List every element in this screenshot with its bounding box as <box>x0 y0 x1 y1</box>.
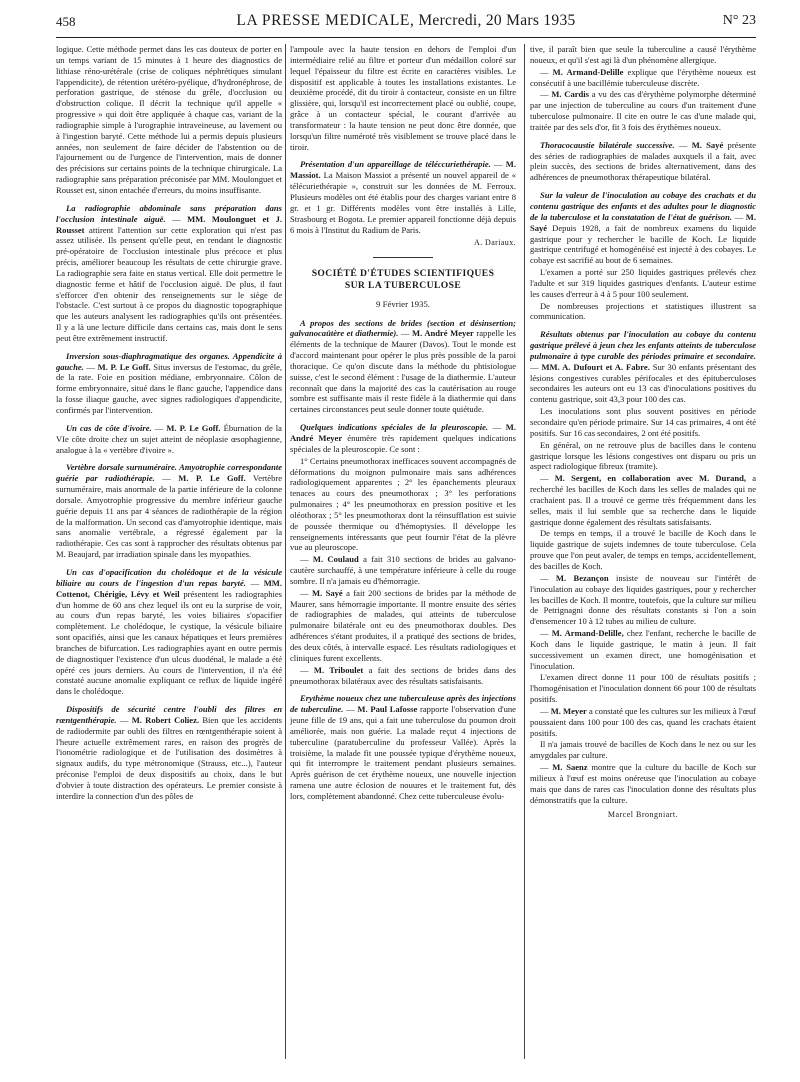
communication-authors: M. Sayé <box>311 587 343 598</box>
communication-block: — M. Meyer a constaté que les cultures sur les milieux à l'œuf poussaient dans 100 pour 100 des cas, quand les crachats étaient positifs. <box>530 705 756 738</box>
paragraph: De temps en temps, il a trouvé le bacille de Koch dans le liquide gastrique de sujets indemnes de toute tuberculose. Cela prouve que l'on peut avaler, de temps en temps, accidentellement, des bacilles de Koch. <box>530 528 756 571</box>
page-header <box>56 12 756 34</box>
communication-text: Bien que les accidents de radiodermite par oubli des filtres en rœntgenthérapie soient à l'heure actuelle extrêmement rares, en raison des progrès de l'ionométrie radiologique et de l'utilisation des dosimètres à signaux audifs, du type métronomique (Strauss, etc...), l'auteur préconise l'emploi de deux dispositifs au choix, dans le but d'obvier à toute distraction des opérateurs. Le premier consiste à interdire la connection d'un des pôles de <box>56 714 282 801</box>
communication-block: Dispositifs de sécurité centre l'oubli des filtres en rœntgenthérapie. — M. Robert Coliez. Bien que les accidents de radiodermite par oubli des filtres en rœntgenthérapie soient à l'heure actuelle extrêmement rares, en raison des progrès de l'ionométrie radiologique et de l'utilisation des dosimètres à signaux audifs, du type métronomique (Strauss, etc...), l'auteur préconise l'emploi de deux dispositifs au choix, dans le but d'obvier à toute distraction des opérateurs. Le premier consiste à interdire la connection d'un des pôles de <box>56 704 282 801</box>
communication-text: énumère très rapidement quelques indications spéciales de la pleuroscopie. Ce sont : <box>290 432 516 454</box>
communication-text: a vu des cas d'érythème polymorphe déterminé par une injection de tuberculine au cours d'un traitement d'une tuberculose pulmonaire. Il cite en outre le cas d'une malade qui, traitée par des sels d'or, fit 3 fois des érythèmes noueux. <box>530 89 756 132</box>
communication-text: a fait 200 sections de brides par la méthode de Maurer, sans hémorragie importante. Il montre ensuite des séries de radiographies de malades, qui atteints de tuberculose pulmonaire bilatérale ont eu des pneumothorax doubles. Des adhérences s'étant produites, il a pratiqué des sections de brides, des deux côtés, à intervalle espacé. Les résultats radiologiques et cliniques furent excellents. <box>290 587 516 663</box>
paragraph: L'examen direct donne 11 pour 100 de résultats positifs ; l'homogénisation et l'inoculation donnent 66 pour 100 de résultats positifs. <box>530 672 756 705</box>
session-date: 9 Février 1935. <box>376 299 430 310</box>
communication-text: présente des séries de radiographies de malades auxquels il a fait, avec plein succès, des sections de brides alternativement, dans des adhérences de pneumothorax thérapeutique bilatéral. <box>530 139 756 183</box>
report-signature: A. Dariaux. <box>474 238 516 248</box>
communication-text: montre que la culture du bacille de Koch sur milieux à l'œuf est moins onéreuse que l'inoculation au cobaye mais que dans de rares cas l'inoculation donne des résultats plus démonstratifs que la culture. <box>530 762 756 805</box>
communication-block: Inversion sous-diaphragmatique des organes. Appendicite à gauche. — M. P. Le Goff. Situs inversus de l'estomac, du grêle, de la rate. Foie en position médiane, embryonnaire. Côlon de forme embryonnaire, situé dans le flanc gauche, l'appendice dans la fosse iliaque gauche, avec signes radiologiques d'appendicite, confirmés par l'intervention. <box>56 350 282 415</box>
communication-block: — M. Armand-Delille explique que l'érythème noueux est consécutif à une bacillémie tuberculeuse discrète. <box>530 66 756 88</box>
communication-block: — M. Bezançon insiste de nouveau sur l'intérêt de l'inoculation au cobaye des liquides gastriques, pour y rechercher les bacilles de Koch. Il montre, toutefois, que la culture sur milieu de Petrignagni donne des résultats constants si l'on a soin d'ensemencer 10 à 12 tubes au milieu de culture. <box>530 572 756 627</box>
communication-title: Vertèbre dorsale surnuméraire. Amyotrophie correspondante guérie par radiothérapie. <box>56 462 282 484</box>
paragraph: En général, on ne retrouve plus de bacilles dans le contenu gastrique lorsque les lésions congestives ont disparu ou pris un aspect radiologique fibreux (tramite). <box>530 439 756 472</box>
column-3 <box>530 44 756 1066</box>
communication-title: Dispositifs de sécurité centre l'oubli des filtres en rœntgenthérapie. <box>56 704 282 725</box>
paragraph: De nombreuses projections et statistiques illustrent sa communication. <box>530 300 756 322</box>
header-rule <box>56 37 756 38</box>
communication-authors: M. Massiot. <box>290 159 516 181</box>
communication-title: Un cas de côte d'ivoire. <box>66 422 152 433</box>
communication-title: Présentation d'un appareillage de téléccuriethérapie. <box>300 159 491 170</box>
communication-authors: M. Bezançon <box>555 572 609 583</box>
communication-text: a constaté que les cultures sur les milieux à l'œuf poussaient dans 100 pour 100 des cas, quand les crachats étaient positifs. <box>530 705 756 738</box>
communication-block: — M. Sayé a fait 200 sections de brides par la méthode de Maurer, sans hémorragie importante. Il montre ensuite des séries de radiographies de malades, qui atteints de tuberculose pulmonaire bilatérale ont eu des pneumothorax doubles. Des adhérences s'étant produites, il a pratiqué des sections de brides, des deux côtés, à intervalle espacé. Les résultats radiologiques et cliniques furent excellents. <box>290 587 516 663</box>
communication-authors: M. Sayé <box>530 211 756 233</box>
communication-title: Un cas d'opacification du cholédoque et de la vésicule biliaire au cours de l'ingestion d'un repas baryté. <box>56 566 282 588</box>
communication-block: Vertèbre dorsale surnuméraire. Amyotrophie correspondante guérie par radiothérapie. — M. P. Le Goff. Vertèbre surnuméraire, mais anormale de la partie inférieure de la colonne dorsale. Amyotrophie progressive du membre inférieur gauche guérie depuis 11 ans par 4 séances de radiothérapie de la région de la malformation. Un second cas d'amyotrophie identique, mais sans anomalie vertébrale, a régressé également par la radiothérapie. Ces cas sont à rapprocher des résultats obtenus par M. Beaujard, par irradiation spinale dans les myopathies. <box>56 462 282 560</box>
communication-block: Thoracocaustie bilatérale successive. — M. Sayé présente des séries de radiographies de malades auxquels il a fait, avec plein succès, des sections de brides alternativement, dans des adhérences de pneumothorax thérapeutique bilatéral. <box>530 139 756 183</box>
communication-text: présentent les radiographies d'un homme de 60 ans chez lequel ils ont eu la surprise de voir, au cours d'un repas baryté, les voies biliaires s'opacifier complètement. Le cholédoque, le cystique, la vésicule biliaire sont opacifiés, ainsi que les canaux hépatiques et leurs premières branches de bifurcation. Les radiographies ayant en outre permis de diagnostiquer l'existence d'un ulcus duodénal, le malade a été opéré ces jours derniers. Au cours de l'intervention, il n'a été constaté aucune anomalie expliquant ce reflux de liquide ingéré dans le cholédoque. <box>56 588 282 697</box>
communication-authors: M. Triboulet <box>313 664 364 675</box>
paragraph: L'examen a porté sur 250 liquides gastriques prélevés chez l'adulte et sur 319 liquides gastriques d'enfants. L'auteur estime les causes d'erreur à 4 à 5 pour 100 seulement. <box>530 267 756 299</box>
page-number: 458 <box>56 14 76 29</box>
communication-block: — M. Coulaud a fait 310 sections de brides au galvano-cautère surchauffé, à une température inférieure à celle du rouge sombre. Il n'a jamais eu d'hémorragie. <box>290 554 516 586</box>
communication-title: A propos des sections de brides (section et désinsertion; galvanocaütère et diathermie). <box>290 317 516 339</box>
communication-text: attirent l'attention sur cette exploration qui n'est pas assez utilisée. Ils pensent qu'elle peut, en rendant le diagnostic pré-opératoire de l'occlusion intestinale plus précoce et plus précis, améliorer beaucoup les résultats de cette chirurgie grave. La radiographie sera faite en status vertical. Elle doit permettre le diagnostic ferme et hâtif de l'occlusion aiguë. De plus, il faut s'efforcer d'en obtenir des renseignements sur le siège de l'obstacle. C'est surtout à ce propos du diagnostic topographique que les auteurs analysent les radiographies qu'ils ont présentées. Il y a là une lecture difficile dans certains cas, mais dont le sens peut être extrêmement instructif. <box>56 224 282 343</box>
communication-authors: M. Coulaud <box>312 554 359 565</box>
communication-title: Erythème noueux chez une tuberculeuse après des injections de tuberculine. <box>290 693 516 715</box>
communication-authors: M. Sergent, en collaboration avec M. Durand, <box>554 473 747 484</box>
society-heading-line-2: SUR LA TUBERCULOSE <box>344 280 462 292</box>
communication-authors: M. André Meyer <box>290 422 516 443</box>
communication-authors: M. Sayé <box>691 139 724 150</box>
communication-authors: M. Cardis <box>551 89 589 100</box>
paragraph: l'ampoule avec la haute tension en dehors de l'emploi d'un intermédiaire relié au filtre et porteur d'un médaillon coloré sur lequel l'épaisseur du filtre est écrite en caractères visibles. Le dispositif est applicable à toutes les installations existantes. Le deuxième procédé, dit du tiroir à contacteur, consiste en un filtre glissière, qui, lorsqu'il est incorrectement placé ou oublié, coupe, grâce à un contacteur spécial, le courant d'arrivée au transformateur : la haute tension ne peut donc être donnée, que lorsqu'un filtre numéroté très visiblement se trouve placé dans le tiroir. <box>290 44 516 152</box>
communication-text: Depuis 1928, a fait de nombreux examens du liquide gastrique pour y rechercher le bacille de Koch. Le liquide gastrique centrifugé et homogénéisé est injecté à des cobayes. Le cobaye est sacrifié au bout de 6 semaines. <box>530 222 756 266</box>
issue-number: N° 23 <box>722 13 756 28</box>
communication-block: — M. Triboulet a fait des sections de brides dans des pneumothorax bilatéraux avec des résultats satisfaisants. <box>290 664 516 686</box>
communication-block: Erythème noueux chez une tuberculeuse après des injections de tuberculine. — M. Paul Lafosse rapporte l'observation d'une jeune fille de 19 ans, qui a fait une tuberculose du poumon droit améliorée, mais non guérie. La malade reçut 4 injections de tuberculine (paratuberculine du professeur Vallée). Après la troisième, la malade fit une poussée typique d'érythème noueux, qui fit interrompre le traitement pendant plusieurs semaines. Après guérison de cet érythème noueux, une nouvelle injection ramena une autre éclosion de nouures et le traitement fut, dès lors, complètement abandonné. Chez cette tuberculeuse évolu- <box>290 693 516 801</box>
communication-title: Sur la valeur de l'inoculation au cobaye des crachats et du contenu gastrique des enfants et des adultes pour le diagnostic de la tuberculose et la constatation de l'état de guérison. <box>530 190 756 222</box>
communication-authors: M. Paul Lafosse <box>357 704 418 715</box>
communication-authors: M. Armand-Delille <box>552 66 624 77</box>
column-separator-1 <box>285 44 286 1059</box>
communication-title: Inversion sous-diaphragmatique des organes. Appendicite à gauche. <box>56 350 282 372</box>
communication-block: Quelques indications spéciales de la pleuroscopie. — M. André Meyer énumère très rapidement quelques indications spéciales de la pleuroscopie. Ce sont : <box>290 422 516 454</box>
communication-title: La radiographie abdominale sans préparation dans l'occlusion intestinale aiguë. <box>56 202 282 224</box>
journal-title-line: LA PRESSE MEDICALE, Mercredi, 20 Mars 1935 <box>236 12 576 29</box>
communication-block: — M. Sergent, en collaboration avec M. Durand, a recherché les bacilles de Koch dans les selles de malades qui ne crachaient pas. Il a trouvé ce germe très fréquemment dans les selles, mais il lui semble que sa recherche dans le liquide gastrique donne également des résultats satisfaisants. <box>530 473 756 527</box>
section-divider <box>373 257 433 258</box>
communication-block: — M. Armand-Delille, chez l'enfant, recherche le bacille de Koch dans le liquide gastrique, le matin à jeun. Il fait successivement un examen direct, une homogénisation et l'inoculation. <box>530 628 756 671</box>
communication-authors: MM. Moulonguet et J. Rousset <box>56 213 282 235</box>
communication-text: La Maison Massiot a présenté un nouvel appareil de « télécuriethérapie », construit sur les données de M. Ferroux. Plusieurs modèles ont été établis pour des charges variant entre 8 gr. et 1 gr. Différents modèles vont être installés à Lille, Strasbourg et Bogota. Le premier appareil fonctionne déjà depuis 6 mois à l'Institut du Radium de Paris. <box>290 170 516 235</box>
communication-authors: MM. A. Dufourt et A. Fabre. <box>541 361 650 372</box>
communication-block: — M. Saenz montre que la culture du bacille de Koch sur milieux à l'œuf est moins onéreuse que l'inoculation au cobaye mais que dans de rares cas l'inoculation donne des résultats plus démonstratifs que la culture. <box>530 762 756 805</box>
communication-text: Sur 30 enfants présentant des lésions congestives curables périfocales et des épituberculoses secondaires les auteurs ont eu 13 cas d'inoculations positives du contenu gastrique, soit 43,3 pour 100 des cas. <box>530 361 756 405</box>
communication-title: Quelques indications spéciales de la pleuroscopie. <box>300 422 489 433</box>
communication-text: explique que l'érythème noueux est consécutif à une bacillémie tuberculeuse discrète. <box>530 66 756 88</box>
communication-text: insiste de nouveau sur l'intérêt de l'inoculation au cobaye des liquides gastriques, pour y rechercher les bacilles de Koch. Il montre, toutefois, que la culture sur milieu de Petrignagni donne des résultats constants si l'on a soin d'ensemencer 10 à 12 tubes au milieu de culture. <box>530 572 756 627</box>
issue-date: Mercredi, 20 Mars 1935 <box>418 12 576 29</box>
communication-text: a recherché les bacilles de Koch dans les selles de malades qui ne crachaient pas. Il a trouvé ce germe très fréquemment dans les selles, mais il lui semble que sa recherche dans le liquide gastrique donne également des résultats satisfaisants. <box>530 473 756 527</box>
communication-text: rapporte l'observation d'une jeune fille de 19 ans, qui a fait une tuberculose du poumon droit améliorée, mais non guérie. La malade reçut 4 injections de tuberculine (paratuberculine du professeur Vallée). Après la troisième, la malade fit une poussée typique d'érythème noueux, qui fit interrompre le traitement pendant plusieurs semaines. Après guérison de cet érythème noueux, une nouvelle injection ramena une autre éclosion de nouures et le traitement fut, dès lors, complètement abandonné. Chez cette tuberculeuse évolu- <box>290 704 516 801</box>
communication-authors: MM. Cottenot, Chérigie, Lévy et Weil <box>56 577 282 599</box>
communication-authors: M. P. Le Goff. <box>166 422 221 433</box>
communication-block: Un cas d'opacification du cholédoque et de la vésicule biliaire au cours de l'ingestion d'un repas baryté. — MM. Cottenot, Chérigie, Lévy et Weil présentent les radiographies d'un homme de 60 ans chez lequel ils ont eu la surprise de voir, au cours d'un repas baryté, les voies biliaires s'opacifier complètement. Le cholédoque, le cystique, la vésicule biliaire sont opacifiés, ainsi que les canaux hépatiques et leurs premières branches de bifurcation. Les radiographies ayant en outre permis de diagnostiquer l'existence d'un ulcus duodénal, le malade a été opéré ces jours derniers. Au cours de l'intervention, il n'a été constaté aucune anomalie expliquant ce reflux de liquide ingéré dans le cholédoque. <box>56 566 282 697</box>
column-separator-2 <box>524 44 525 1059</box>
communication-text: Situs inversus de l'estomac, du grêle, de la rate. Foie en position médiane, embryonnaire. Côlon de forme embryonnaire, situé dans le flanc gauche, l'appendice dans la fosse iliaque gauche, avec signes radiologiques d'appendicite, confirmés par l'intervention. <box>56 361 282 415</box>
society-heading-line-1: SOCIÉTÉ D'ÉTUDES SCIENTIFIQUES <box>311 267 495 279</box>
communication-title: Résultats obtenus par l'inoculation au cobaye du contenu gastrique prélevé à jeun chez les enfants atteints de tuberculose pulmonaire à type curable des périodes primaire et secondaire. <box>530 329 756 361</box>
column-1 <box>56 44 282 1066</box>
paragraph: Il n'a jamais trouvé de bacilles de Koch dans le nez ou sur les amygdales par culture. <box>530 739 756 761</box>
communication-authors: M. P. Le Goff. <box>178 473 246 484</box>
paragraph: 1° Certains pneumothorax inefficaces souvent accompagnés de déformations du moignon pulmonaire mais sans adhérences radiologiquement apparentes ; 2° les épanchements pleuraux tenaces au cours des pneumothorax ; 3° les perforations pulmonaires ; 4° les pneumothorax en pression positive et les oléothorax ; 5° les pneumothorax dont la réinsufflation est suivie de poussée thermique ou d'hémoptysies. Il développe les renseignements intéressants que peut fournir l'état de la plèvre vue au pleuroscope. <box>290 455 516 553</box>
journal-name: LA PRESSE MEDICALE <box>236 12 410 29</box>
communication-authors: M. Armand-Delille, <box>551 628 624 639</box>
communication-text: chez l'enfant, recherche le bacille de Koch dans le liquide gastrique, le matin à jeun. Il fait successivement un examen direct, une homogénisation et l'inoculation. <box>530 628 756 671</box>
communication-block: Sur la valeur de l'inoculation au cobaye des crachats et du contenu gastrique des enfants et des adultes pour le diagnostic de la tuberculose et la constatation de l'état de guérison. — M. Sayé Depuis 1928, a fait de nombreux examens du liquide gastrique pour y rechercher le bacille de Koch. Le liquide gastrique centrifugé et homogénéisé est injecté à des cobayes. Le cobaye est sacrifié au bout de 6 semaines. <box>530 190 756 266</box>
communication-text: Vertèbre surnuméraire, mais anormale de la partie inférieure de la colonne dorsale. Amyotrophie progressive du membre inférieur gauche guérie depuis 11 ans par 4 séances de radiothérapie de la région de la malformation. Un second cas d'amyotrophie identique, mais sans anomalie vertébrale, a régressé également par la radiothérapie. Ces cas sont à rapprocher des résultats obtenus par M. Beaujard, par irradiation spinale dans les myopathies. <box>56 473 282 560</box>
society-heading <box>290 268 516 294</box>
communication-text: a fait 310 sections de brides au galvano-cautère surchauffé, à une température inférieure à celle du rouge sombre. Il n'a jamais eu d'hémorragie. <box>290 554 516 586</box>
communication-authors: M. Saenz <box>552 762 588 773</box>
report-signature: Marcel Brongniart. <box>607 809 679 819</box>
communication-block: Résultats obtenus par l'inoculation au cobaye du contenu gastrique prélevé à jeun chez les enfants atteints de tuberculose pulmonaire à type curable des périodes primaire et secondaire. — MM. A. Dufourt et A. Fabre. Sur 30 enfants présentant des lésions congestives curables périfocales et des épituberculoses secondaires les auteurs ont eu 13 cas d'inoculations positives du contenu gastrique, soit 43,3 pour 100 des cas. <box>530 329 756 405</box>
paragraph: Les inoculations sont plus souvent positives en période secondaire qu'en période primaire. Sur 14 cas primaires, 4 ont été positifs. Sur 16 cas secondaires, 2 ont été positifs. <box>530 406 756 438</box>
communication-block: La radiographie abdominale sans préparation dans l'occlusion intestinale aiguë. — MM. Moulonguet et J. Rousset attirent l'attention sur cette exploration qui n'est pas assez utilisée. Ils pensent qu'elle peut, en rendant le diagnostic pré-opératoire de l'occlusion intestinale plus précoce et plus précis, améliorer beaucoup les résultats de cette chirurgie grave. La radiographie sera faite en status vertical. Elle doit permettre le diagnostic ferme et hâtif de l'occlusion aiguë. De plus, il faut s'efforcer d'en obtenir des renseignements sur le siège de l'obstacle. C'est surtout à ce propos du diagnostic topographique que les auteurs analysent les radiographies qu'ils ont présentées. Il y a là une lecture difficile dans certains cas, mais dont le sens peut être extrêmement instructif. <box>56 202 282 343</box>
paragraph: logique. Cette méthode permet dans les cas douteux de porter en un temps variant de 15 minutes à 1 heure des diagnostics de lithiase réno-urétérale (crise de coliques néphrétiques simulant l'appendicite), de rétention urétéro-pyélique, d'hydronéphrose, de perforation gastrique, de sténose du grêle, d'occlusion ou d'obstruction colique. Il décrit la technique qu'il appelle « progressive » qui doit être appliquée à chaque cas, variant de la radiographie simple à l'urographie intraveineuse, au lavement ou à l'ingestion baryté. Cette méthode lui a permis depuis plusieurs années, non seulement de faire décider de l'abstention ou de l'ajournement ou de l'urgence de l'intervention, mais de donner des précisions sur certains points de la technique chirurgicale. La radiographie sans préparation préconisée par MM. Moulonguet et Rousset est, sinon entachée d'erreurs, du moins insuffisante. <box>56 44 282 195</box>
communication-block: — M. Cardis a vu des cas d'érythème polymorphe déterminé par une injection de tuberculine au cours d'un traitement d'une tuberculose pulmonaire. Il cite en outre le cas d'une malade qui, traitée par des sels d'or, fit 3 fois des érythèmes noueux. <box>530 89 756 132</box>
column-2 <box>290 44 516 1066</box>
communication-authors: M. Robert Coliez. <box>131 714 200 725</box>
communication-block: A propos des sections de brides (section et désinsertion; galvanocaütère et diathermie). — M. André Meyer rappelle les éléments de la technique de Maurer (Davos). Tout le monde est d'accord maintenant pour opérer le plus près possible de la paroi thoracique. Ce qu'on discute dans la méthode du phtisiologue suisse, c'est le second élément : l'usage de la diathermie. L'auteur reconnaît que dans la majorité des cas la cautérisation au rouge sombre est suffisante mais il reste fidèle à la diathermie qui dans certaines circonstances peut seule donner toute quiétude. <box>290 317 516 415</box>
paragraph: tive, il paraît bien que seule la tuberculine a causé l'érythème noueux, et qu'il s'est agi là d'un phénomène allergique. <box>530 44 756 65</box>
communication-authors: M. André Meyer <box>412 328 474 339</box>
communication-text: rappelle les éléments de la technique de Maurer (Davos). Tout le monde est d'accord maintenant pour opérer le plus près possible de la paroi thoracique. Ce qu'on discute dans la méthode du phtisiologue suisse, c'est le second élément : l'usage de la diathermie. L'auteur reconnaît que dans la majorité des cas la cautérisation au rouge sombre est suffisante mais il reste fidèle à la diathermie qui dans certaines circonstances peut seule donner toute quiétude. <box>290 328 516 415</box>
communication-authors: M. Meyer <box>550 705 587 716</box>
communication-text: Éburnation de la VIe côte droite chez un sujet atteint de néoplasie œsophagienne, analogue à la « vertèbre d'ivoire ». <box>56 422 282 455</box>
communication-block: Un cas de côte d'ivoire. — M. P. Le Goff. Éburnation de la VIe côte droite chez un sujet atteint de néoplasie œsophagienne, analogue à la « vertèbre d'ivoire ». <box>56 422 282 455</box>
communication-title: Thoracocaustie bilatérale successive. <box>540 139 675 150</box>
communication-authors: M. P. Le Goff. <box>97 361 151 372</box>
communication-block: Présentation d'un appareillage de téléccuriethérapie. — M. Massiot. La Maison Massiot a présenté un nouvel appareil de « télécuriethérapie », construit sur les données de M. Ferroux. Plusieurs modèles ont été établis pour des charges variant entre 8 gr. et 1 gr. Différents modèles vont être installés à Lille, Strasbourg et Bogota. Le premier appareil fonctionne déjà depuis 6 mois à l'Institut du Radium de Paris. <box>290 159 516 235</box>
communication-text: a fait des sections de brides dans des pneumothorax bilatéraux avec des résultats satisfaisants. <box>290 664 516 686</box>
